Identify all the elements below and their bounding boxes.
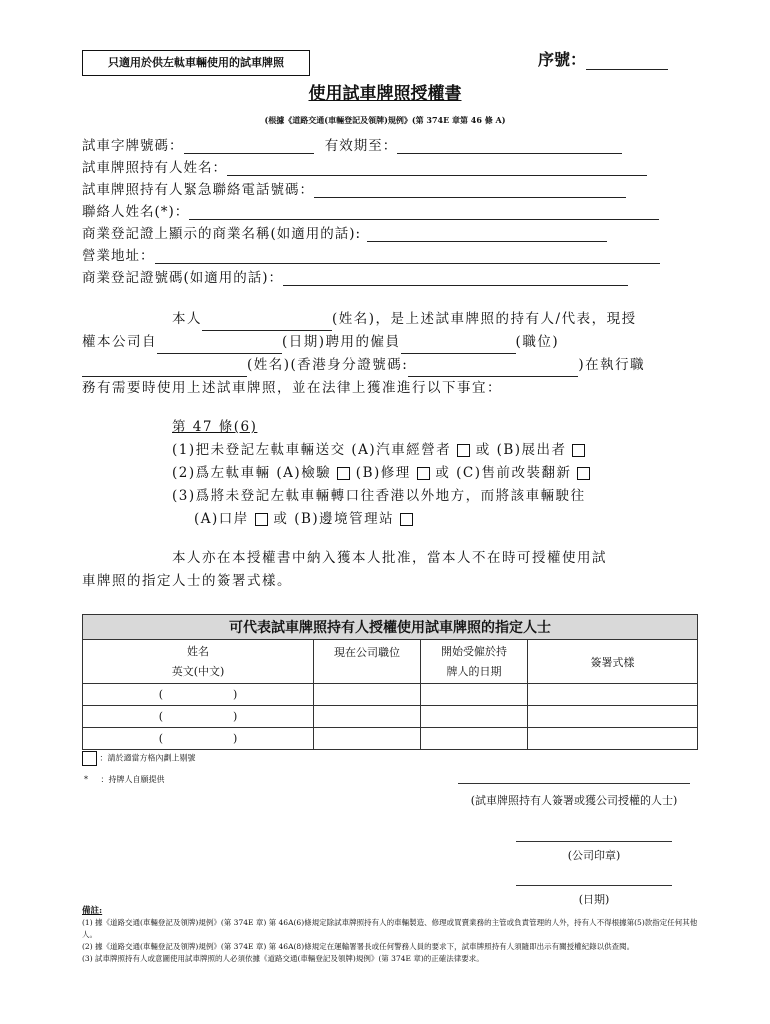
option-text: (2)爲左軚車輛 (A)檢驗	[172, 465, 332, 481]
option-text: 或	[273, 511, 289, 527]
emergency-phone-field	[82, 178, 626, 198]
business-name-input[interactable]	[367, 227, 607, 242]
checkbox-port[interactable]	[255, 513, 268, 526]
date-caption: (日期)	[578, 893, 610, 906]
remarks	[82, 905, 702, 965]
name-cell[interactable]	[83, 684, 314, 706]
plate-number-label: 試車字牌號碼：	[82, 138, 184, 154]
checkbox-motor-trader[interactable]	[457, 444, 470, 457]
bracket: (	[158, 688, 163, 701]
option-text: (B)邊境管理站	[294, 511, 395, 527]
remarks-heading: 備註:	[82, 906, 103, 916]
employment-date-blank[interactable]	[157, 339, 282, 354]
header-text: 開始受僱於持	[441, 644, 507, 658]
serial-input-line[interactable]	[586, 55, 668, 70]
bracket: )	[233, 732, 238, 745]
option-text: (C)售前改裝翻新	[456, 465, 572, 481]
header-text: 英文(中文)	[171, 664, 225, 678]
position-blank[interactable]	[401, 339, 516, 354]
remark-item: (2) 據《道路交通(車輛登記及領牌)規例》(第 374E 章) 第 46A(8)條規定在運輸署署長或任何警務人員的要求下，試車牌照持有人須隨即出示有關授權紀錄以供查閱。	[82, 942, 635, 951]
position-cell[interactable]	[314, 706, 421, 728]
section-heading: 第 47 條(6)	[172, 419, 258, 435]
legal-reference: (根據《道路交通(車輛登記及領牌)規例》(第 374E 章第 46 條 A)	[264, 115, 506, 125]
serial-label: 序號：	[538, 50, 587, 69]
column-header-signature: 簽署式樣	[528, 640, 698, 684]
bracket: (	[158, 732, 163, 745]
checkbox-legend	[82, 751, 196, 766]
consent-line: 車牌照的指定人士的簽署式樣。	[82, 573, 292, 589]
checkbox-boundary-station[interactable]	[400, 513, 413, 526]
business-address-field	[82, 244, 660, 264]
option-1	[172, 439, 702, 462]
table-row	[83, 728, 698, 750]
table-heading: 可代表試車牌照持有人授權使用試車牌照的指定人士	[83, 615, 698, 640]
br-number-field	[82, 266, 628, 286]
column-header-position: 現在公司職位	[314, 640, 421, 684]
page-title: 使用試車牌照授權書	[308, 84, 462, 104]
table-row	[83, 706, 698, 728]
checkbox-refurbish[interactable]	[577, 467, 590, 480]
table-row	[83, 684, 698, 706]
option-3: (3)爲將未登記左軚車輛轉口往香港以外地方，而將該車輛駛往	[172, 488, 586, 504]
br-number-input[interactable]	[283, 271, 628, 286]
position-cell[interactable]	[314, 728, 421, 750]
auth-text: 本人	[172, 311, 202, 327]
auth-text: (姓名)(香港身分證號碼:	[247, 357, 409, 373]
header-text: 牌人的日期	[446, 664, 502, 678]
serial-number	[538, 47, 668, 70]
holder-name-input[interactable]	[227, 161, 647, 176]
section-47-6	[172, 416, 702, 531]
consent-line: 本人亦在本授權書中納入獲本人批准，當本人不在時可授權使用試	[172, 550, 607, 566]
consent-paragraph	[82, 547, 697, 593]
left-hand-drive-notice-box	[82, 50, 310, 76]
business-name-field	[82, 222, 607, 242]
remark-item: (1) 據《道路交通(車輛登記及領牌)規例》(第 374E 章) 第 46A(6)條規定除試車牌照持有人的車輛製造、修理或買賣業務的主管或負責管理的人外，持有人不得根據第(5)款指定任何其他人。	[82, 918, 698, 939]
holder-signature-caption: (試車牌照持有人簽署或獲公司授權的人士)	[470, 794, 678, 807]
signature-cell[interactable]	[528, 706, 698, 728]
name-cell[interactable]	[83, 706, 314, 728]
emergency-phone-input[interactable]	[314, 183, 626, 198]
business-address-input[interactable]	[155, 249, 660, 264]
column-header-start-date	[421, 640, 528, 684]
date-line[interactable]	[516, 884, 672, 886]
auth-text: (姓名)，是上述試車牌照的持有人/代表，現授	[332, 311, 637, 327]
legend-checkbox-icon	[82, 751, 97, 766]
holder-name-label: 試車牌照持有人姓名：	[82, 160, 227, 176]
contact-name-field	[82, 200, 659, 220]
auth-text: (日期)聘用的僱員	[282, 334, 401, 350]
authorization-paragraph	[82, 308, 697, 400]
position-cell[interactable]	[314, 684, 421, 706]
valid-until-input[interactable]	[397, 139, 622, 154]
hkid-blank[interactable]	[408, 362, 578, 377]
legend-star: *	[84, 775, 88, 784]
checkbox-repair[interactable]	[417, 467, 430, 480]
option-3-choices	[172, 508, 702, 531]
option-text: (B)展出者	[496, 442, 567, 458]
business-name-label: 商業登記證上顯示的商業名稱(如適用的話):	[82, 226, 362, 242]
name-cell[interactable]	[83, 728, 314, 750]
holder-name-field	[82, 156, 647, 176]
signature-cell[interactable]	[528, 728, 698, 750]
contact-name-label: 聯絡人姓名(*)：	[82, 204, 190, 220]
checkbox-exhibitor[interactable]	[572, 444, 585, 457]
business-address-label: 營業地址：	[82, 248, 155, 264]
signature-cell[interactable]	[528, 684, 698, 706]
valid-until-label: 有效期至：	[324, 138, 398, 154]
option-text: (1)把未登記左軚車輛送交 (A)汽車經營者	[172, 442, 452, 458]
bracket: )	[233, 710, 238, 723]
plate-number-input[interactable]	[184, 139, 314, 154]
option-text: (B)修理	[355, 465, 411, 481]
notice-label: 只適用於供左軚車輛使用的試車牌照	[108, 56, 284, 69]
option-text: (A)口岸	[194, 511, 249, 527]
auth-text: 權本公司自	[82, 334, 157, 350]
header-text: 姓名	[187, 644, 209, 658]
checkbox-inspection[interactable]	[337, 467, 350, 480]
bracket: )	[233, 688, 238, 701]
start-date-cell[interactable]	[421, 684, 528, 706]
remark-item: (3) 試車牌照持有人或意圖使用試車牌照的人必須依據《道路交通(車輛登記及領牌)規例》(第 374E 章)的正確法律要求。	[82, 954, 484, 963]
holder-name-blank[interactable]	[202, 316, 332, 331]
auth-text: )在執行職	[578, 357, 646, 373]
auth-text: (職位)	[515, 334, 560, 350]
contact-name-input[interactable]	[189, 205, 659, 220]
emergency-phone-label: 試車牌照持有人緊急聯絡電話號碼：	[82, 182, 314, 198]
start-date-cell[interactable]	[421, 728, 528, 750]
designated-persons-table	[82, 614, 698, 750]
br-number-label: 商業登記證號碼(如適用的話)：	[82, 270, 284, 286]
company-chop-line[interactable]	[516, 840, 672, 842]
legend-text: ：持牌人自願提供	[100, 775, 165, 784]
star-legend	[84, 774, 165, 785]
legend-text: ：請於適當方格內劃上剔號	[99, 753, 196, 763]
company-chop-caption: (公司印章)	[567, 849, 621, 862]
start-date-cell[interactable]	[421, 706, 528, 728]
column-header-name	[83, 640, 314, 684]
bracket: (	[158, 710, 163, 723]
option-2	[172, 462, 702, 485]
auth-text: 務有需要時使用上述試車牌照，並在法律上獲准進行以下事宜：	[82, 380, 502, 396]
employee-name-blank[interactable]	[82, 362, 247, 377]
option-text: 或	[475, 442, 491, 458]
holder-signature-line[interactable]	[458, 782, 690, 784]
plate-number-field	[82, 134, 622, 154]
option-text: 或	[435, 465, 451, 481]
